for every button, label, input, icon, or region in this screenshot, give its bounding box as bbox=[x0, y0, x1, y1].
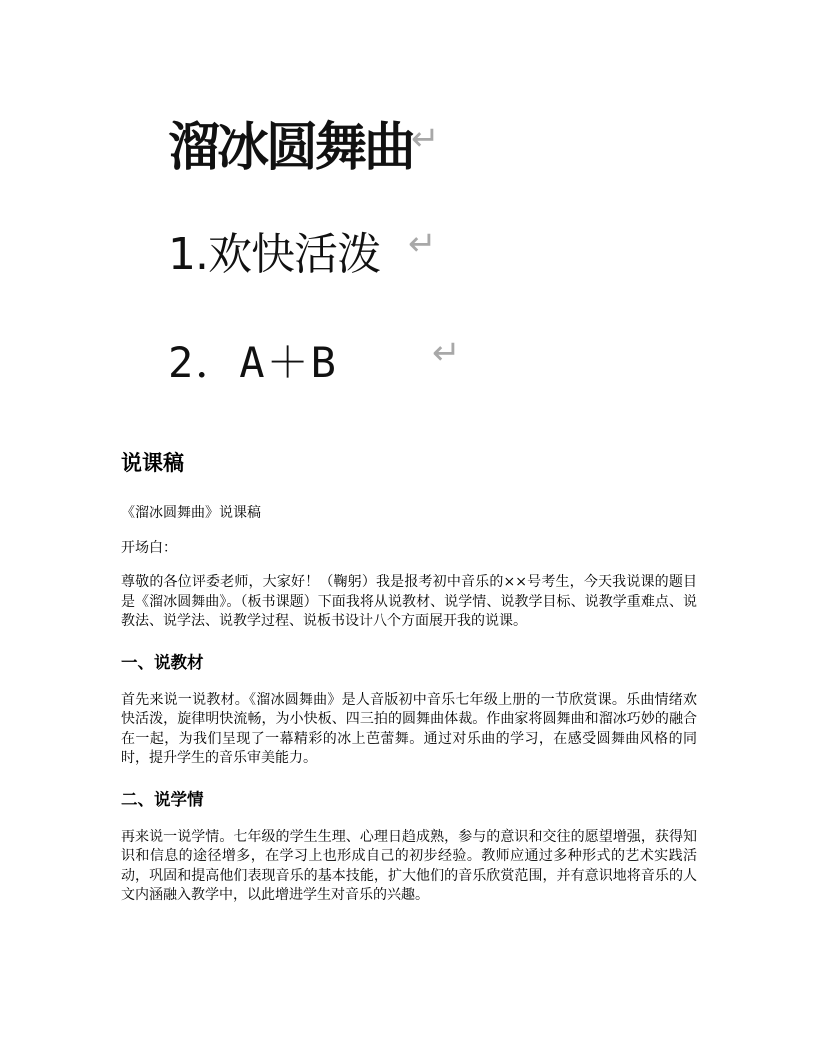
document-subtitle: 《溜冰圆舞曲》说课稿 bbox=[121, 505, 261, 521]
board-point-1: 1.欢快活泼 bbox=[168, 229, 380, 280]
document-body bbox=[121, 448, 697, 921]
section-paragraph-textbook: 首先来说一说教材。《溜冰圆舞曲》是人音版初中音乐七年级上册的一节欣赏课。乐曲情绪欢快活泼，旋律明快流畅，为小快板、四三拍的圆舞曲体裁。作曲家将圆舞曲和溜冰巧妙的融合在一起，为我们呈现了一幕精彩的冰上芭蕾舞。通过对乐曲的学习，在感受圆舞曲风格的同时，提升学生的音乐审美能力。 bbox=[121, 691, 697, 766]
board-title: 溜冰圆舞曲 bbox=[168, 118, 414, 178]
document-title: 说课稿 bbox=[121, 451, 184, 475]
return-mark-icon: ↵ bbox=[408, 224, 437, 264]
section-paragraph-students: 再来说一说学情。七年级的学生生理、心理日趋成熟，参与的意识和交往的愿望增强，获得知识和信息的途径增多，在学习上也形成自己的初步经验。教师应通过多种形式的艺术实践活动，巩固和提高他们表现音乐的基本技能，扩大他们的音乐欣赏范围，并有意识地将音乐的人文内涵融入教学中，以此增进学生对音乐的兴趣。 bbox=[121, 828, 697, 903]
opening-label: 开场白： bbox=[121, 539, 177, 556]
board-writing-image bbox=[168, 105, 468, 395]
section-heading-students: 二、说学情 bbox=[121, 789, 204, 809]
return-mark-icon: ↵ bbox=[411, 119, 440, 159]
opening-paragraph: 尊敬的各位评委老师，大家好！（鞠躬）我是报考初中音乐的××号考生，今天我说课的题目是《溜冰圆舞曲》。（板书课题）下面我将从说教材、说学情、说教学目标、说教学重难点、说教法、说学法、说教学过程、说板书设计八个方面展开我的说课。 bbox=[121, 574, 697, 629]
section-heading-textbook: 一、说教材 bbox=[121, 652, 204, 672]
return-mark-icon: ↵ bbox=[432, 333, 461, 373]
board-point-2: 2．A＋B bbox=[168, 338, 338, 387]
